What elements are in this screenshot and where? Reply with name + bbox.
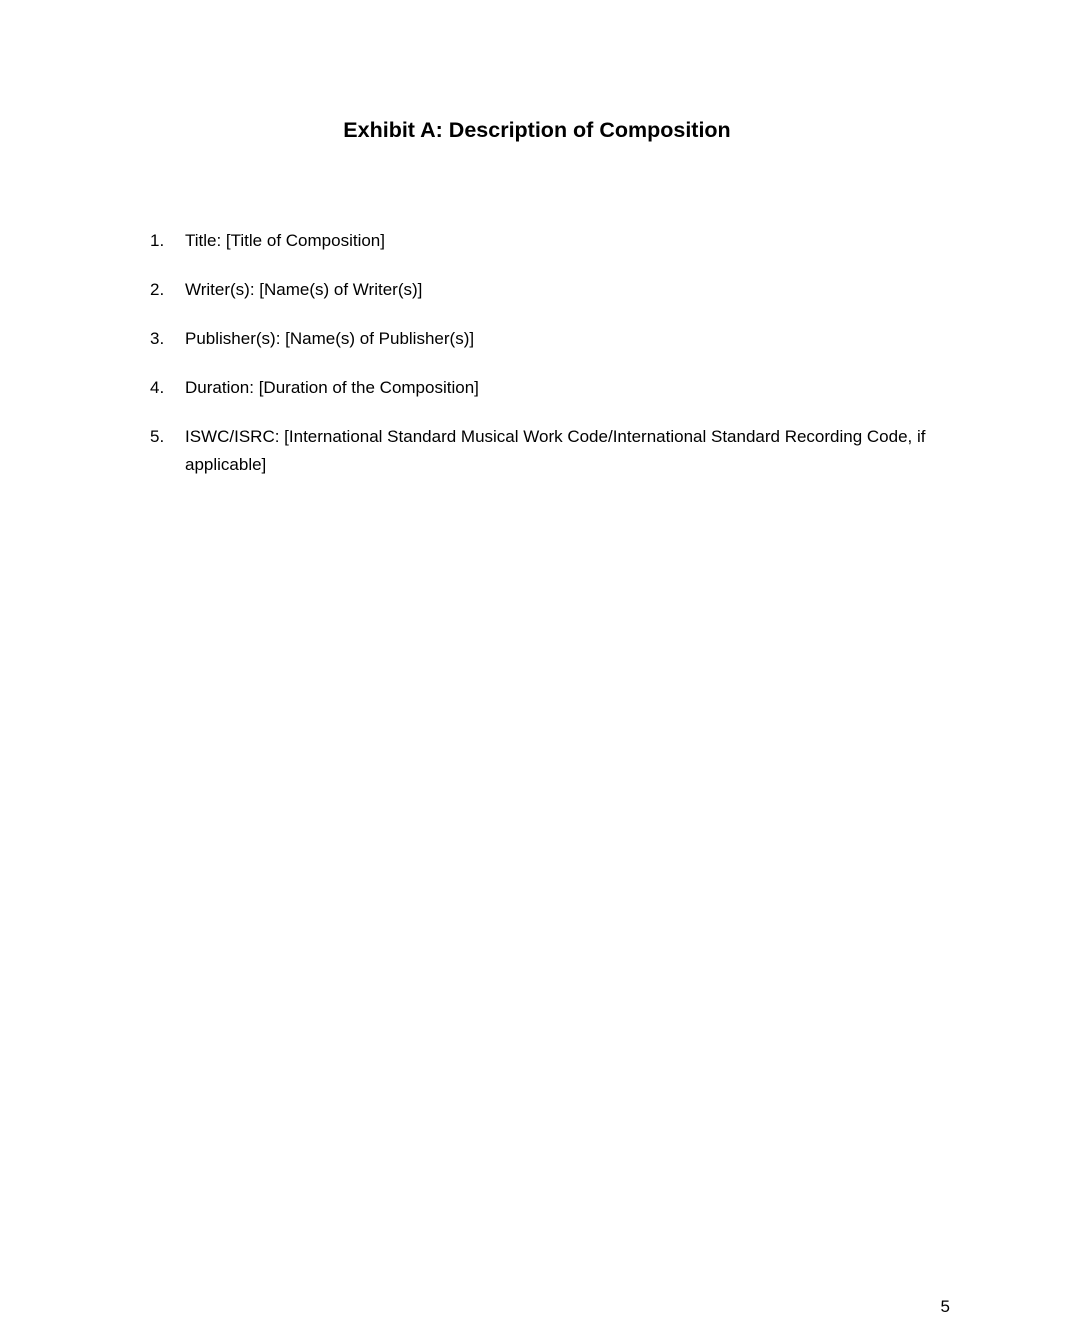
list-item-number: 1. bbox=[150, 231, 165, 250]
list-item bbox=[150, 374, 934, 402]
list-item-text: Duration: [Duration of the Composition] bbox=[185, 378, 479, 397]
page-number: 5 bbox=[940, 1297, 950, 1316]
list-item-number: 3. bbox=[150, 329, 165, 348]
list-item bbox=[150, 227, 934, 255]
list-item-number: 2. bbox=[150, 280, 165, 299]
list-item bbox=[150, 325, 934, 353]
list-item-number: 5. bbox=[150, 427, 165, 446]
page-title: Exhibit A: Description of Composition bbox=[343, 118, 731, 142]
list-item-text: Writer(s): [Name(s) of Writer(s)] bbox=[185, 280, 423, 299]
list-item-text: Title: [Title of Composition] bbox=[185, 231, 385, 250]
list-item-text: Publisher(s): [Name(s) of Publisher(s)] bbox=[185, 329, 475, 348]
composition-description-list bbox=[0, 227, 1074, 479]
list-item-text: ISWC/ISRC: [International Standard Musical Work Code/International Standard Recording Code, if applicable] bbox=[185, 427, 926, 474]
list-item bbox=[150, 276, 934, 304]
list-item bbox=[150, 423, 934, 479]
list-item-number: 4. bbox=[150, 378, 165, 397]
